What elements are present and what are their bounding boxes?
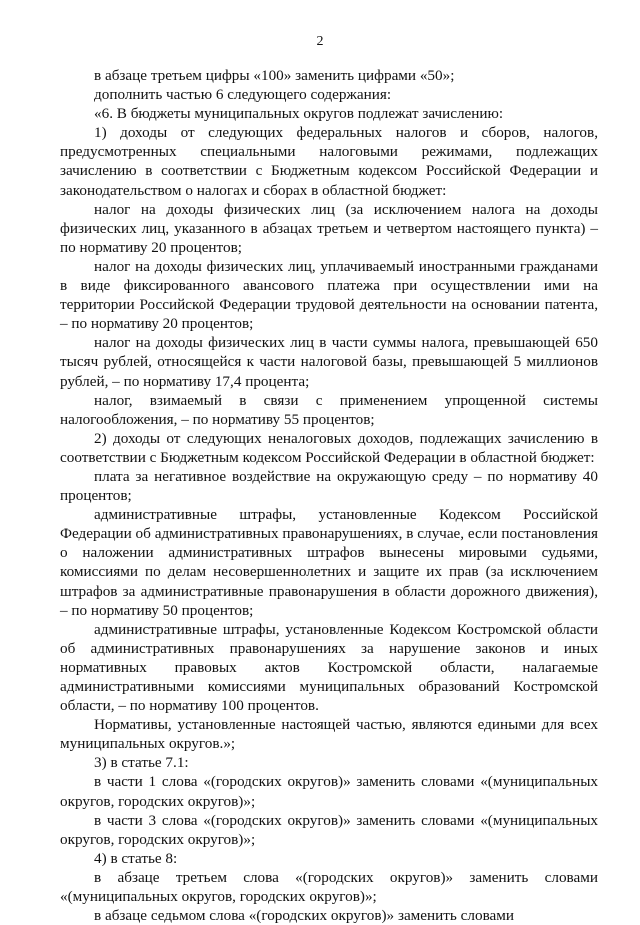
paragraph: дополнить частью 6 следующего содержания: bbox=[94, 86, 392, 104]
paragraph: в абзаце третьем слова «(городских округов)» заменить словами «(муниципальных округов, городских округов)»; bbox=[60, 868, 598, 906]
paragraph: плата за негативное воздействие на окружающую среду – по нормативу 40 процентов; bbox=[60, 467, 598, 505]
paragraph: налог на доходы физических лиц в части суммы налога, превышающей 650 тысяч рублей, относящейся к части налоговой базы, превышающей 5 миллионов рублей, – по нормативу 17,4 процента; bbox=[60, 334, 598, 390]
paragraph: административные штрафы, установленные Кодексом Российской Федерации об административных правонарушениях, в случае, если постановления о наложении административных штрафов вынесены мировыми судьями, комиссиями по делам несовершеннолетних и защите их прав (за исключением штрафов за административные правонарушения в области дорожного движения), – по нормативу 50 процентов; bbox=[60, 506, 598, 619]
paragraph: налог, взимаемый в связи с применением упрощенной системы налогообложения, – по нормативу 55 процентов; bbox=[60, 391, 598, 428]
paragraph: 4) в статье 8: bbox=[94, 849, 178, 867]
paragraph: в части 3 слова «(городских округов)» заменить словами «(муниципальных округов, городских округов)»; bbox=[60, 811, 598, 848]
paragraph: в абзаце седьмом слова «(городских округов)» заменить словами bbox=[94, 907, 515, 925]
document-body bbox=[60, 66, 598, 925]
paragraph: административные штрафы, установленные Кодексом Костромской области об административных правонарушениях за нарушение законов и иных нормативных правовых актов Костромской области, налагаемые административными комиссиями муниципальных образований Костромской области, – по нормативу 100 процентов. bbox=[60, 620, 598, 715]
paragraph: 1) доходы от следующих федеральных налогов и сборов, налогов, предусмотренных специальными налоговыми режимами, подлежащих зачислению в соответствии с Бюджетным кодексом Российской Федерации и законодательством о налогах и сборах в областной бюджет: bbox=[60, 124, 598, 199]
paragraph: налог на доходы физических лиц, уплачиваемый иностранными гражданами в виде фиксированного авансового платежа при осуществлении ими на территории Российской Федерации трудовой деятельности на основании патента, – по нормативу 20 процентов; bbox=[60, 257, 598, 333]
paragraph: «6. В бюджеты муниципальных округов подлежат зачислению: bbox=[94, 105, 504, 123]
page-number: 2 bbox=[316, 34, 324, 49]
paragraph: 3) в статье 7.1: bbox=[94, 754, 189, 772]
paragraph: налог на доходы физических лиц (за исключением налога на доходы физических лиц, указанного в абзацах третьем и четвертом настоящего пункта) – по нормативу 20 процентов; bbox=[60, 200, 598, 256]
paragraph: 2) доходы от следующих неналоговых доходов, подлежащих зачислению в соответствии с Бюджетным кодексом Российской Федерации в областной бюджет: bbox=[60, 429, 598, 466]
paragraph: в части 1 слова «(городских округов)» заменить словами «(муниципальных округов, городских округов)»; bbox=[60, 773, 598, 810]
paragraph: Нормативы, установленные настоящей частью, являются едиными для всех муниципальных округов.»; bbox=[60, 716, 598, 753]
paragraph: в абзаце третьем цифры «100» заменить цифрами «50»; bbox=[94, 67, 455, 84]
